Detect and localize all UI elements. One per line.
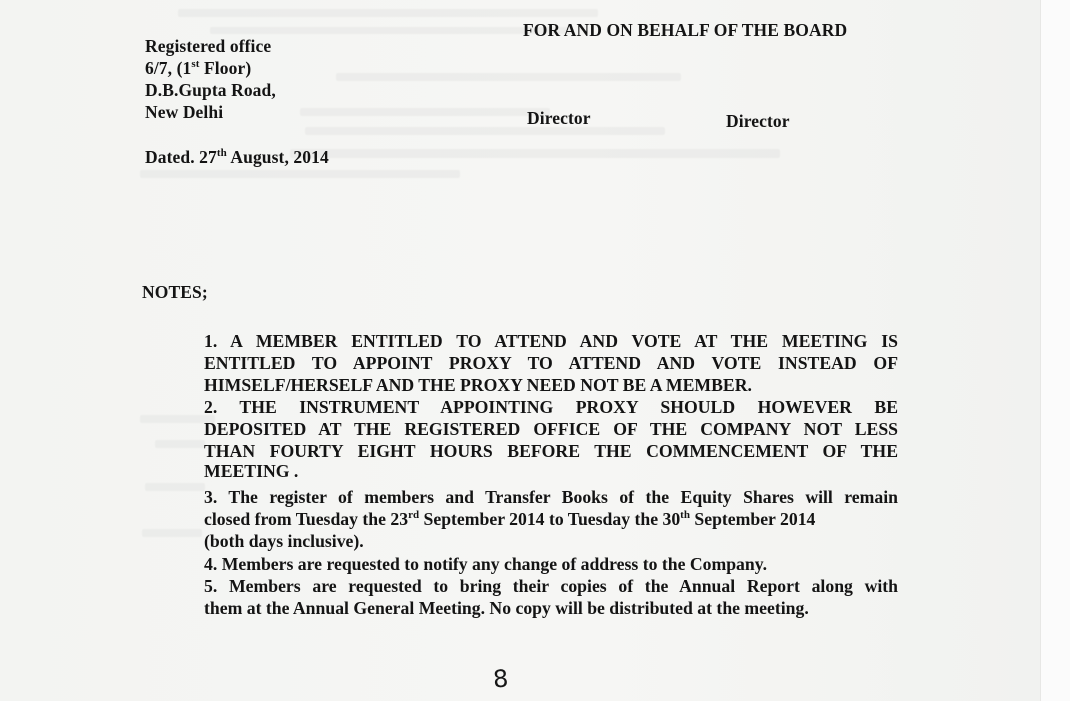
- note-3-end: September 2014: [689, 509, 816, 529]
- director-signature-label-right: Director: [726, 111, 790, 131]
- note-1-line-2: ENTITLED TO APPOINT PROXY TO ATTEND AND VOTE INSTEAD OF: [204, 353, 898, 373]
- note-2-line-1: 2. THE INSTRUMENT APPOINTING PROXY SHOULD HOWEVER BE: [204, 397, 898, 417]
- note-5-line-1: 5. Members are requested to bring their copies of the Annual Report along with: [204, 576, 898, 596]
- ordinal-suffix: st: [191, 58, 200, 71]
- note-2-line-4: MEETING .: [204, 461, 299, 481]
- scan-right-margin: [1040, 0, 1070, 701]
- note-3-line-1: 3. The register of members and Transfer Books of the Equity Shares will remain: [204, 487, 898, 507]
- bleed-through-line: [336, 73, 681, 81]
- registered-office-floor-end: Floor): [199, 58, 252, 78]
- date-prefix: Dated. 27: [145, 147, 217, 167]
- date-rest: August, 2014: [226, 147, 329, 167]
- director-signature-label-left: Director: [527, 108, 591, 128]
- note-2-line-2: DEPOSITED AT THE REGISTERED OFFICE OF THE COMPANY NOT LESS: [204, 419, 898, 439]
- registered-office-city: New Delhi: [145, 102, 224, 122]
- note-3-line-3: (both days inclusive).: [204, 531, 364, 551]
- registered-office-label: Registered office: [145, 36, 272, 56]
- registered-office-floor: 6/7, (1: [145, 58, 192, 78]
- note-1-line-3: HIMSELF/HERSELF AND THE PROXY NEED NOT BE A MEMBER.: [204, 375, 752, 395]
- note-5-line-2: them at the Annual General Meeting. No copy will be distributed at the meeting.: [204, 598, 809, 618]
- bleed-through-line: [300, 108, 550, 116]
- note-3-line-2: [204, 508, 898, 530]
- note-4: 4. Members are requested to notify any change of address to the Company.: [204, 554, 768, 574]
- bleed-through-line: [210, 27, 570, 34]
- note-3-to: September 2014 to Tuesday the 30: [419, 509, 681, 529]
- note-3-closed-from: closed from Tuesday the 23: [204, 509, 409, 529]
- board-signature-heading: FOR AND ON BEHALF OF THE BOARD: [523, 20, 848, 40]
- notes-heading: NOTES;: [142, 282, 208, 302]
- note-3-rd-suffix: rd: [408, 509, 420, 522]
- date-ordinal-suffix: th: [216, 147, 227, 160]
- note-2-line-3: THAN FOURTY EIGHT HOURS BEFORE THE COMMENCEMENT OF THE: [204, 441, 898, 461]
- bleed-through-line: [140, 170, 460, 178]
- note-3-th-suffix: th: [680, 509, 690, 522]
- note-1-line-1: 1. A MEMBER ENTITLED TO ATTEND AND VOTE AT THE MEETING IS: [204, 331, 898, 351]
- registered-office-address-line: [145, 57, 251, 79]
- bleed-through-line: [178, 9, 598, 17]
- bleed-through-line: [290, 149, 780, 158]
- bleed-through-line: [155, 440, 205, 448]
- bleed-through-line: [305, 127, 665, 135]
- document-date: [145, 146, 329, 168]
- handwritten-page-number: 8: [492, 664, 510, 694]
- registered-office-road: D.B.Gupta Road,: [145, 80, 276, 100]
- bleed-through-line: [145, 483, 205, 491]
- bleed-through-line: [142, 529, 202, 537]
